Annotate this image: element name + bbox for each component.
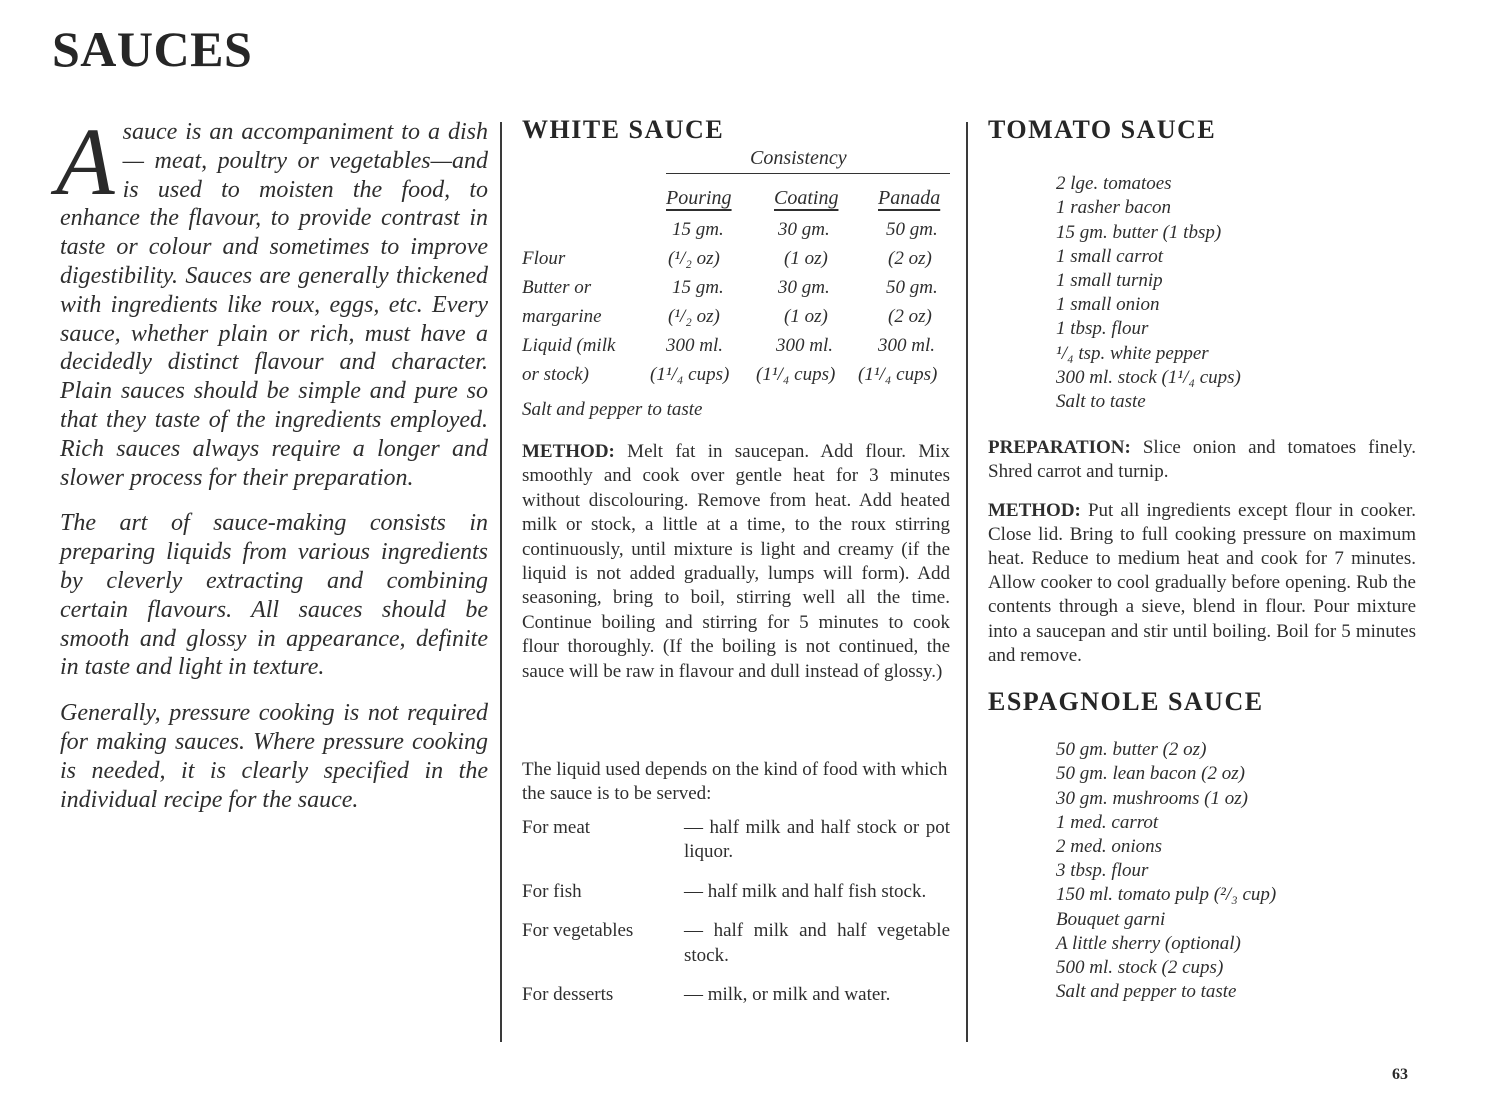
list-item: 30 gm. mushrooms (1 oz) bbox=[1056, 787, 1248, 809]
list-item: 1 small turnip bbox=[1056, 270, 1163, 292]
liquid-type: — half milk and half vegetable stock. bbox=[684, 920, 950, 966]
intro-paragraph bbox=[56, 108, 488, 492]
method-text: Put all ingredients except flour in cooker. Close lid. Bring to full cooking pressure on maximum heat. Reduce to medium heat and cook for 7 minutes. Allow cooker to cool gradually before opening. Rub the contents through a sieve, blend in flour. Pour mixture into a saucepan and stir until boiling. Boil for 5 minutes and remove. bbox=[988, 499, 1416, 666]
table-cell: 50 gm. bbox=[886, 277, 938, 298]
liquid-type: — half milk and half fish stock. bbox=[684, 880, 927, 902]
table-cell: 50 gm. bbox=[886, 219, 938, 240]
tomato-ingredients bbox=[988, 172, 1416, 414]
consistency-rule bbox=[666, 173, 950, 174]
table-cell: (1¹/₄ cups) bbox=[858, 364, 938, 385]
column-divider-left bbox=[500, 122, 502, 1042]
seasoning-note: Salt and pepper to taste bbox=[522, 399, 703, 420]
table-cell: 30 gm. bbox=[778, 219, 830, 240]
list-item bbox=[522, 816, 950, 865]
tomato-method bbox=[988, 499, 1416, 668]
list-item: Salt and pepper to taste bbox=[1056, 981, 1237, 1003]
table-cell: 15 gm. bbox=[672, 219, 724, 240]
preparation-text: Slice onion and tomatoes finely. Shred carrot and turnip. bbox=[988, 437, 1416, 483]
column-divider-right bbox=[966, 122, 968, 1042]
table-cell: 300 ml. bbox=[776, 335, 833, 356]
list-item: 50 gm. lean bacon (2 oz) bbox=[1056, 763, 1245, 785]
list-item: 15 gm. butter (1 tbsp) bbox=[1056, 221, 1222, 243]
table-cell: (¹/₂ oz) bbox=[668, 248, 720, 269]
list-item: 1 small carrot bbox=[1056, 245, 1163, 267]
list-item bbox=[522, 983, 950, 1007]
list-item: 50 gm. butter (2 oz) bbox=[1056, 739, 1207, 761]
list-item: 1 small onion bbox=[1056, 294, 1160, 316]
column-header-coating: Coating bbox=[774, 187, 839, 209]
liquid-list bbox=[522, 816, 950, 1022]
list-item: Salt to taste bbox=[1056, 391, 1146, 413]
page-title: SAUCES bbox=[52, 21, 253, 77]
table-cell: 300 ml. bbox=[878, 335, 935, 356]
white-sauce-method bbox=[522, 440, 950, 684]
liquid-type: — milk, or milk and water. bbox=[684, 984, 891, 1006]
row-label: margarine bbox=[522, 306, 602, 327]
list-item bbox=[522, 919, 950, 968]
list-item: 1 tbsp. flour bbox=[1056, 318, 1149, 340]
white-sauce-title: WHITE SAUCE bbox=[522, 115, 725, 144]
table-cell: (1 oz) bbox=[784, 248, 828, 269]
food-type: For fish bbox=[522, 880, 582, 902]
table-cell: (1¹/₄ cups) bbox=[650, 364, 730, 385]
table-row bbox=[522, 247, 962, 276]
table-cell: (1¹/₄ cups) bbox=[756, 364, 836, 385]
list-item: 150 ml. tomato pulp (²/₃ cup) bbox=[1056, 884, 1277, 906]
table-cell: 300 ml. bbox=[666, 335, 723, 356]
liquid-intro: The liquid used depends on the kind of food with which the sauce is to be served: bbox=[522, 759, 948, 805]
espagnole-ingredients bbox=[988, 738, 1416, 1004]
food-type: For desserts bbox=[522, 984, 614, 1006]
intro-paragraph-text: sauce is an accompaniment to a dish — meat, poultry or vegetables—and is used to moisten the food, to enhance the flavour, to provide contrast in taste or colour and sometimes to improve digestibility. Sauces are generally thickened with ingredients like roux, eggs, etc. Every sauce, whether plain or rich, must have a decidedly distinct flavour and character. Plain sauces should be simple and pure so that they taste of the ingredients employed. Rich sauces always require a longer and slower process for their preparation. bbox=[60, 119, 488, 491]
intro-paragraph: Generally, pressure cooking is not required for making sauces. Where pressure cooking is needed, it is clearly specified in the individual recipe for the sauce. bbox=[60, 700, 488, 813]
method-label: METHOD: bbox=[988, 499, 1081, 521]
row-label: Flour bbox=[522, 248, 566, 269]
list-item: 500 ml. stock (2 cups) bbox=[1056, 957, 1224, 979]
page-number: 63 bbox=[1392, 1066, 1408, 1083]
table-row bbox=[522, 363, 962, 392]
food-type: For meat bbox=[522, 817, 591, 838]
espagnole-sauce-title: ESPAGNOLE SAUCE bbox=[988, 687, 1264, 717]
right-column bbox=[988, 115, 1416, 1005]
table-row bbox=[522, 334, 962, 363]
method-text: Melt fat in saucepan. Add flour. Mix smoothly and cook over gentle heat for 3 minutes without discolouring. Remove from heat. Add heated milk or stock, a little at a time, to the roux stirring continuously, until mixture is light and creamy (if the liquid is not added gradually, lumps will form). Add seasoning, bring to boil, stirring well all the time. Continue boiling and stirring for 5 minutes to cook flour thoroughly. (If the boiling is not continued, the sauce will be raw in flavour and dull instead of glossy.) bbox=[522, 441, 950, 682]
column-header-pouring: Pouring bbox=[666, 187, 732, 209]
table-row bbox=[522, 276, 962, 305]
table-header-row bbox=[522, 186, 962, 218]
drop-cap: A bbox=[56, 108, 115, 215]
intro-column bbox=[56, 108, 488, 831]
list-item: 300 ml. stock (1¹/₄ cups) bbox=[1056, 366, 1241, 388]
row-label: Liquid (milk bbox=[522, 335, 616, 356]
liquid-type: — half milk and half stock or pot liquor. bbox=[684, 817, 950, 863]
list-item: Bouquet garni bbox=[1056, 908, 1166, 930]
table-row bbox=[522, 218, 962, 247]
list-item: ¹/₄ tsp. white pepper bbox=[1056, 342, 1209, 364]
row-label: Butter or bbox=[522, 277, 592, 298]
table-cell: (1 oz) bbox=[784, 306, 828, 327]
white-sauce-column bbox=[522, 115, 962, 1006]
list-item bbox=[522, 880, 950, 904]
preparation-label: PREPARATION: bbox=[988, 437, 1131, 459]
column-header-panada: Panada bbox=[878, 187, 941, 209]
list-item: 1 rasher bacon bbox=[1056, 197, 1172, 219]
white-sauce-table bbox=[522, 186, 962, 392]
list-item: 1 med. carrot bbox=[1056, 811, 1159, 833]
tomato-sauce-title: TOMATO SAUCE bbox=[988, 115, 1217, 144]
list-item: 2 med. onions bbox=[1056, 836, 1163, 858]
table-cell: 15 gm. bbox=[672, 277, 724, 298]
consistency-label: Consistency bbox=[750, 147, 847, 169]
table-cell: 30 gm. bbox=[778, 277, 830, 298]
list-item: 3 tbsp. flour bbox=[1056, 860, 1149, 882]
food-type: For vegetables bbox=[522, 920, 634, 942]
row-label: or stock) bbox=[522, 364, 590, 385]
table-row bbox=[522, 305, 962, 334]
list-item: A little sherry (optional) bbox=[1056, 932, 1241, 954]
intro-paragraph: The art of sauce-making consists in preparing liquids from various ingredients by cleverly extracting and combining certain flavours. All sauces should be smooth and glossy in appearance, definite in taste and light in texture. bbox=[60, 510, 488, 681]
tomato-preparation bbox=[988, 436, 1416, 484]
table-cell: (¹/₂ oz) bbox=[668, 306, 720, 327]
table-cell: (2 oz) bbox=[888, 306, 932, 327]
list-item: 2 lge. tomatoes bbox=[1056, 173, 1172, 195]
table-cell: (2 oz) bbox=[888, 248, 932, 269]
method-label: METHOD: bbox=[522, 441, 615, 462]
